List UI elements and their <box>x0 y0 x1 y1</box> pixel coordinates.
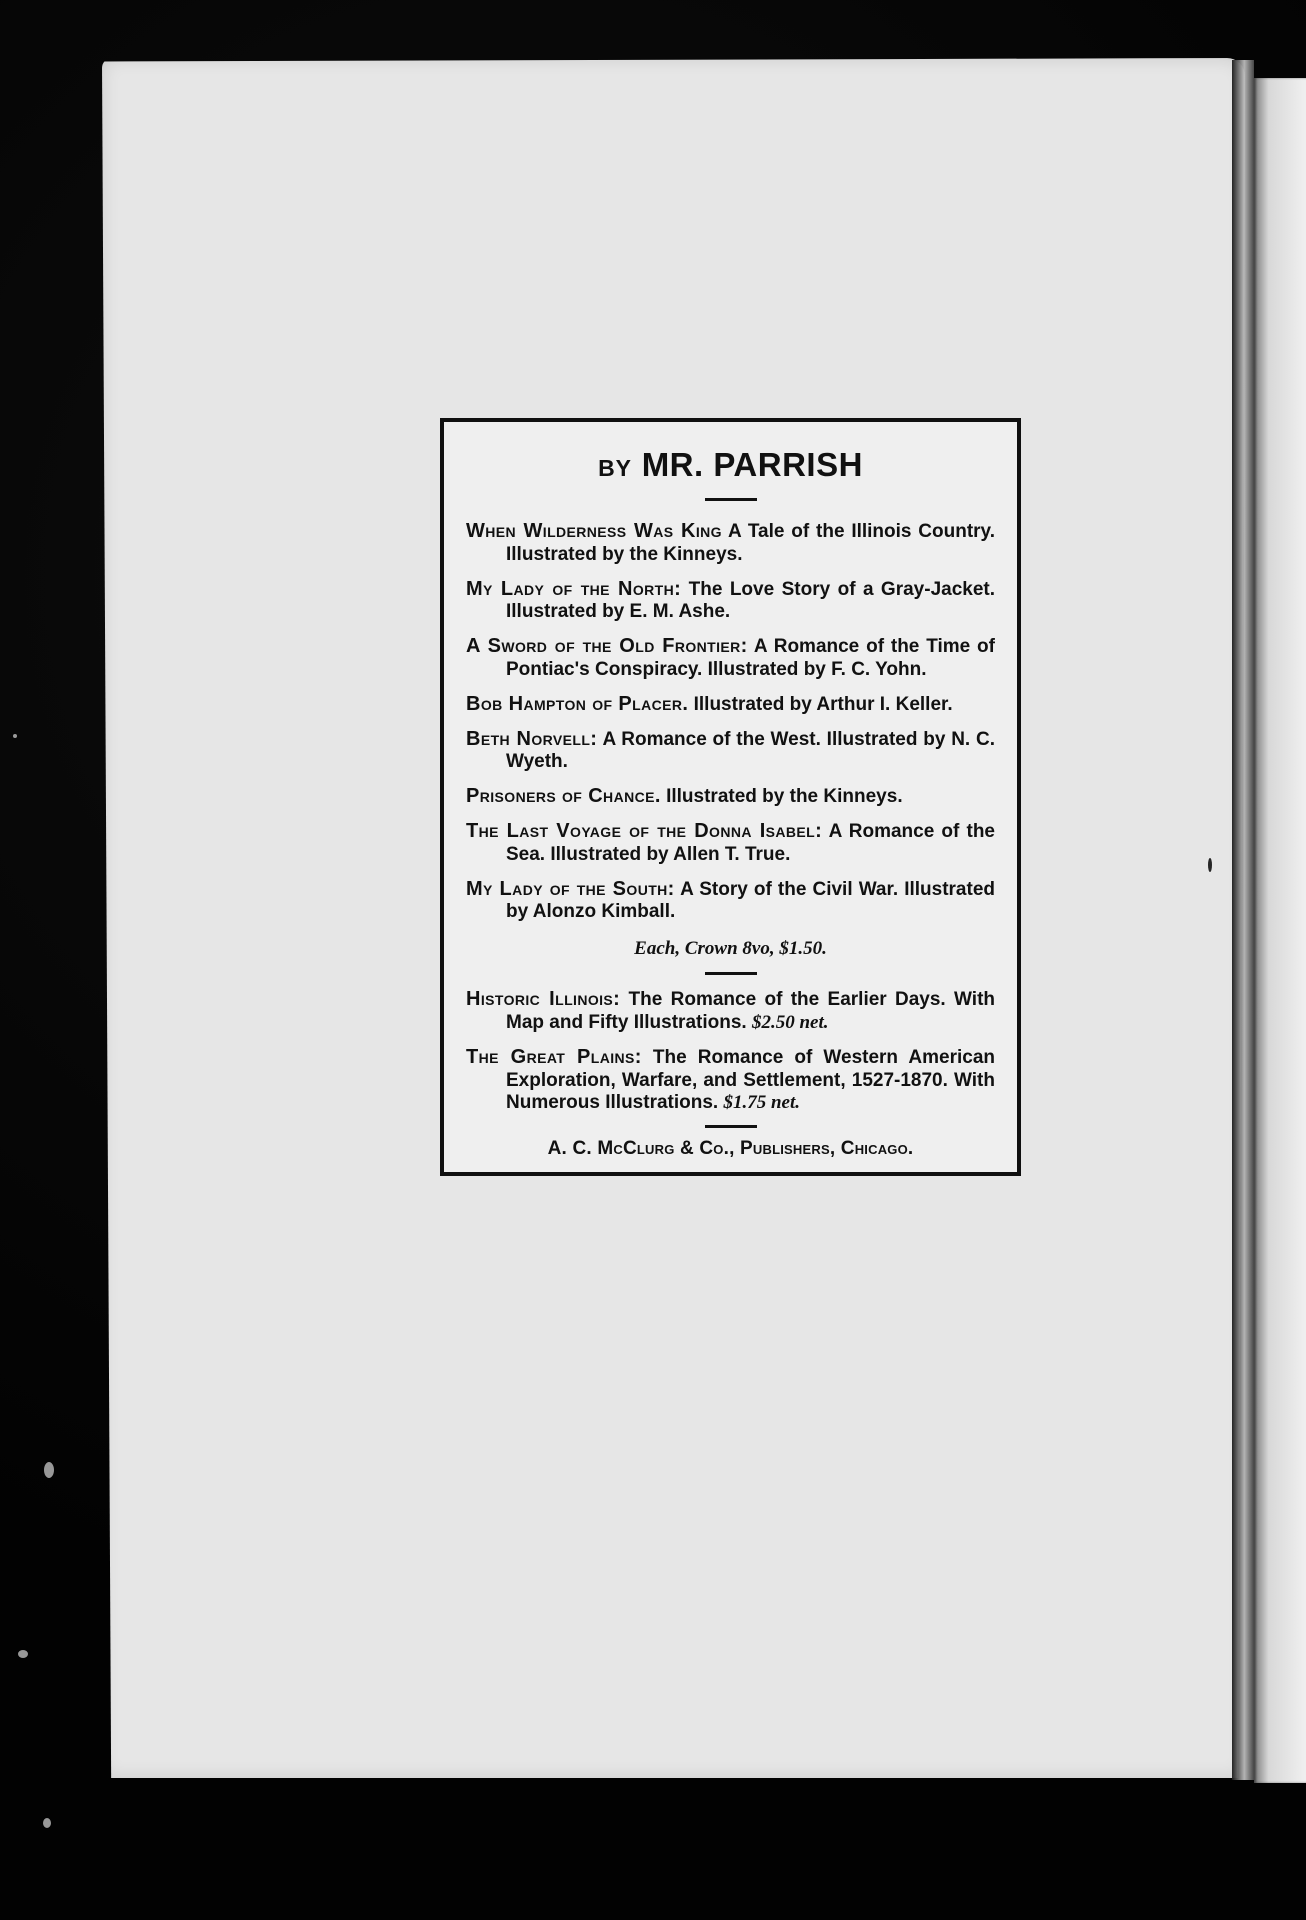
heading-prefix: BY <box>598 455 633 481</box>
book-title: When Wilderness Was King <box>466 520 722 542</box>
book-entry <box>466 784 995 809</box>
book-list-primary <box>466 519 995 924</box>
book-entry <box>466 692 995 717</box>
scan-speck <box>13 734 17 738</box>
divider-rule <box>705 1125 757 1128</box>
heading-name: MR. PARRISH <box>641 446 863 483</box>
book-title: Bob Hampton of Placer. <box>466 692 689 715</box>
book-entry <box>466 987 995 1035</box>
scan-mark <box>1208 858 1212 872</box>
book-title: Beth Norvell: <box>466 727 598 750</box>
scan-speck <box>43 1818 51 1828</box>
divider-rule <box>705 498 757 501</box>
book-title: The Great Plains: <box>466 1045 642 1068</box>
book-entry <box>466 727 995 775</box>
book-description: A Romance of the West. Illustrated by N. C. Wyeth. <box>506 728 995 773</box>
book-entry <box>466 577 995 625</box>
book-list-secondary <box>466 987 995 1115</box>
book-description: The Romance of Western American Exploration, Warfare, and Settlement, 1527-1870. With Numerous Illustrations. <box>506 1046 995 1114</box>
book-description: A Romance of the Sea. Illustrated by Allen T. True. <box>506 820 995 865</box>
scan-speck <box>18 1650 28 1658</box>
price-note: Each, Crown 8vo, $1.50. <box>634 938 827 960</box>
publisher-line: A. C. McClurg & Co., Publishers, Chicago. <box>547 1138 914 1160</box>
book-description: A Romance of the Time of Pontiac's Conspiracy. Illustrated by F. C. Yohn. <box>506 636 995 680</box>
book-entry <box>466 1045 995 1115</box>
publisher-advertisement <box>440 418 1021 1176</box>
scan-speck <box>44 1462 54 1478</box>
divider-rule <box>705 972 757 975</box>
book-description: Illustrated by Arthur I. Keller. <box>693 693 953 715</box>
book-description: A Tale of the Illinois Country. Illustrated by the Kinneys. <box>506 521 995 565</box>
book-title: Prisoners of Chance. <box>466 785 661 808</box>
book-gutter <box>1232 60 1254 1780</box>
book-price: $2.50 net. <box>751 1011 829 1033</box>
book-description: The Love Story of a Gray-Jacket. Illustrated by E. M. Ashe. <box>506 578 996 623</box>
advertisement-heading <box>466 446 995 484</box>
book-entry <box>466 877 995 925</box>
book-price: $1.75 net. <box>723 1092 801 1114</box>
book-entry <box>466 819 995 867</box>
book-entry <box>466 634 995 682</box>
book-title: Historic Illinois: <box>466 988 621 1011</box>
book-description: A Story of the Civil War. Illustrated by Alonzo Kimball. <box>506 878 995 923</box>
facing-page-edge <box>1254 78 1306 1783</box>
book-title: The Last Voyage of the Donna Isabel: <box>466 819 823 842</box>
book-description: The Romance of the Earlier Days. With Map and Fifty Illustrations. <box>506 989 995 1033</box>
book-description: Illustrated by the Kinneys. <box>666 786 903 808</box>
book-title: My Lady of the North: <box>466 577 682 600</box>
book-title: My Lady of the South: <box>466 877 675 900</box>
book-entry <box>466 519 995 567</box>
book-title: A Sword of the Old Frontier: <box>466 635 748 658</box>
